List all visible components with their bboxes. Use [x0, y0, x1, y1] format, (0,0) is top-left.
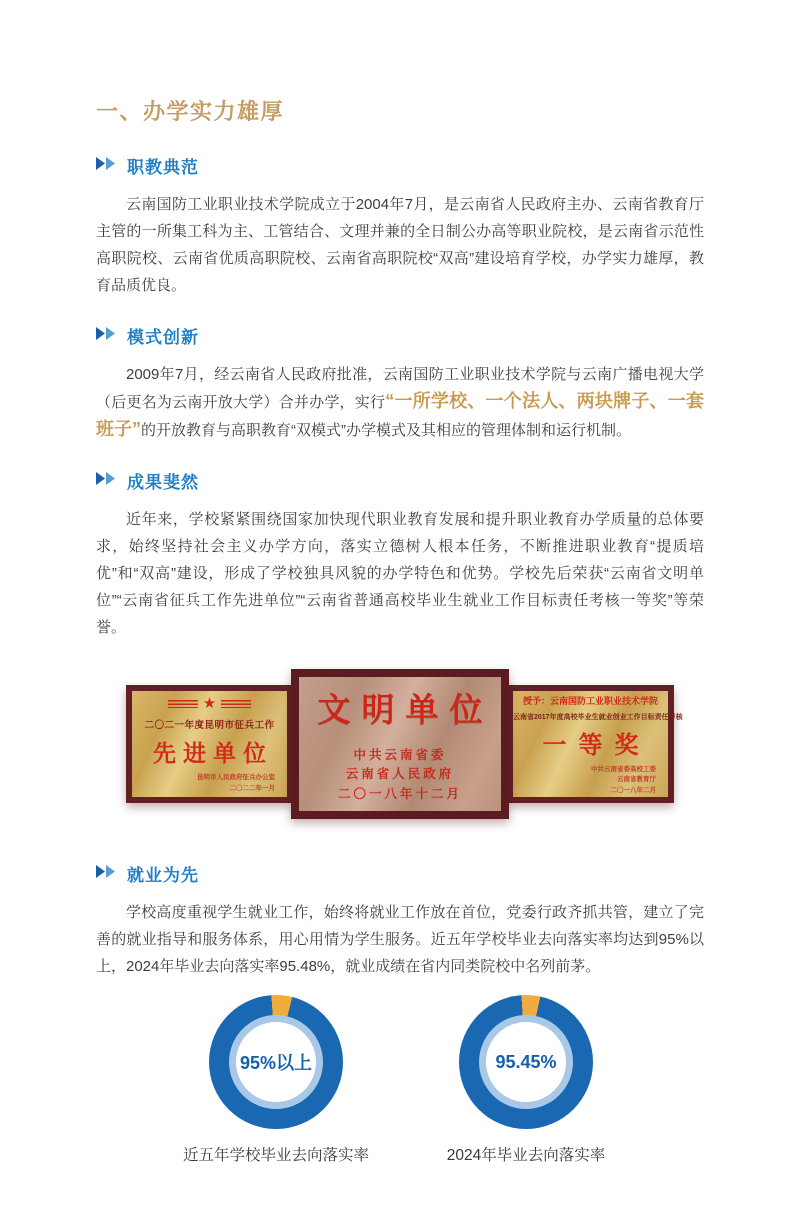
award-title: 一等奖	[542, 732, 651, 759]
issuer-line: 昆明市人民政府征兵办公室	[197, 774, 275, 782]
award-plaque-advanced-unit	[126, 685, 293, 803]
paragraph-text-before: 2009年7月，经云南省人民政府批准，云南国防工业职业技术学院与云南广播电视大学（后更名为云南开放大学）合并办学，实行	[96, 366, 704, 411]
double-chevron-icon	[96, 472, 118, 490]
award-plaque-civilized-unit	[291, 669, 509, 819]
section-header-chengguo-feiran	[96, 468, 704, 493]
section-title: 成果斐然	[127, 473, 199, 492]
award-title: 先进单位	[153, 741, 273, 767]
donut-center-label: 95.45%	[495, 1051, 557, 1072]
highlight-phrase: “一所学校、一个法人、两块牌子、一套班子”	[96, 391, 704, 439]
section-title: 模式创新	[127, 328, 199, 347]
paragraph-moshi-chuangxin	[96, 361, 704, 444]
donut-hole	[479, 1015, 573, 1109]
section-header-moshi-chuangxin	[96, 323, 704, 348]
double-chevron-icon	[96, 327, 118, 345]
date-line: 二〇二二年一月	[229, 784, 275, 792]
section-title: 就业为先	[127, 866, 199, 885]
awards-photo	[96, 669, 704, 819]
date-line: 二〇一八年二月	[610, 786, 656, 794]
double-chevron-icon	[96, 157, 118, 175]
paragraph-text-after: 的开放教育与高职教育“双模式”办学模式及其相应的管理体制和运行机制。	[141, 422, 631, 439]
issuer-line: 中共云南省委	[353, 747, 447, 762]
chart-caption: 2024年毕业去向落实率	[446, 1147, 606, 1164]
award-issuer	[132, 773, 287, 794]
section-header-jiuye-weixian	[96, 861, 704, 886]
emblem-bars-icon	[221, 700, 251, 708]
star-emblem	[132, 696, 287, 711]
award-title: 文明单位	[317, 692, 494, 729]
section-header-zhijiao-dianfan	[96, 153, 704, 178]
star-icon: ★	[202, 695, 217, 713]
award-recipient: 授予：云南国防工业职业技术学院	[522, 695, 658, 706]
double-chevron-icon	[96, 865, 118, 883]
emblem-bars-icon	[168, 700, 198, 708]
employment-rate-charts	[96, 995, 704, 1165]
issuer-line: 云南省人民政府	[345, 767, 455, 782]
issuer-line: 云南省教育厅	[617, 776, 656, 784]
donut-hole	[229, 1015, 323, 1109]
paragraph-chengguo-feiran: 近年来，学校紧紧围绕国家加快现代职业教育发展和提升职业教育办学质量的总体要求，始终坚持社会主义办学方向，落实立德树人根本任务，不断推进职业教育“提质培优”和“双高”建设，形成了学校独具风貌的办学特色和优势。学校先后荣获“云南省文明单位”“云南省征兵工作先进单位”“云南省普通高校毕业生就业工作目标责任考核一等奖”等荣誉。	[96, 511, 704, 636]
section-title: 职教典范	[127, 158, 199, 177]
award-subtitle: 二〇二一年度昆明市征兵工作	[144, 720, 275, 732]
page-title: 一、办学实力雄厚	[96, 99, 285, 124]
chart-block-five-year-rate	[151, 995, 401, 1165]
paragraph-jiuye-weixian: 学校高度重视学生就业工作，始终将就业工作放在首位，党委行政齐抓共管，建立了完善的就业指导和服务体系，用心用情为学生服务。近五年学校毕业去向落实率均达到95%以上，2024年毕业去向落实率95.48%，就业成绩在省内同类院校中名列前茅。	[96, 904, 704, 975]
donut-chart-five-year-rate	[209, 995, 343, 1129]
issuer-line: 中共云南省委高校工委	[591, 765, 656, 773]
paragraph-zhijiao-dianfan: 云南国防工业职业技术学院成立于2004年7月，是云南省人民政府主办、云南省教育厅主管的一所集工科为主、工管结合、文理并兼的全日制公办高等职业院校，是云南省示范性高职院校、云南省优质高职院校、云南省高职院校“双高”建设培育学校，办学实力雄厚，教育品质优良。	[96, 196, 704, 294]
chart-block-2024-rate	[401, 995, 651, 1165]
award-subtitle: 云南省2017年度高校毕业生就业创业工作目标责任考核	[513, 713, 683, 721]
date-line: 二〇一八年十二月	[337, 786, 462, 801]
chart-caption: 近五年学校毕业去向落实率	[182, 1147, 369, 1164]
donut-center-label: 95%以上	[239, 1053, 313, 1073]
award-issuer	[513, 765, 668, 796]
award-issuer	[299, 746, 501, 804]
award-plaque-first-prize	[507, 685, 683, 803]
donut-chart-2024-rate	[459, 995, 593, 1129]
